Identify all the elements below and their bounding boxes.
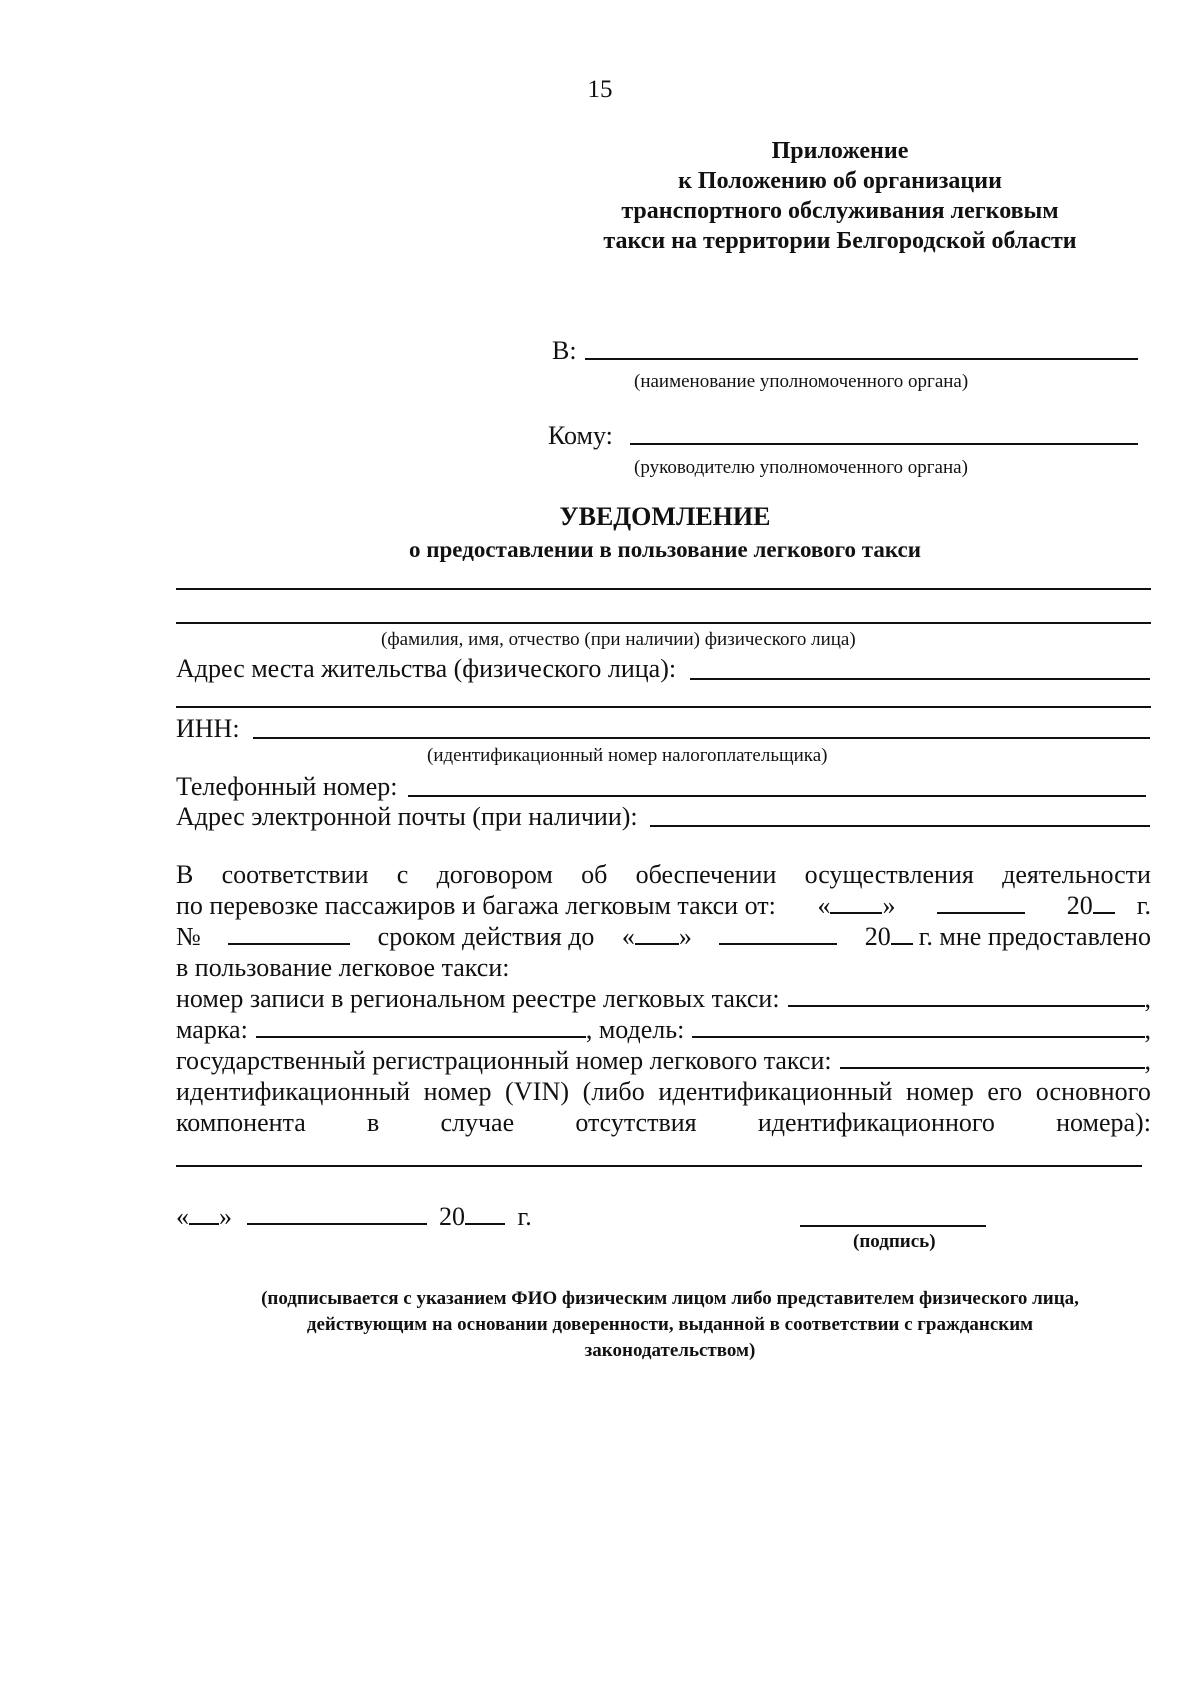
registry-field[interactable] <box>788 985 1145 1007</box>
appendix-line-3: транспортного обслуживания легковым <box>621 198 1059 224</box>
footnote-line-3: законодательством) <box>584 1340 756 1361</box>
whom-field[interactable] <box>630 443 1138 445</box>
open-quote: « <box>621 922 635 951</box>
page-number: 15 <box>587 76 613 103</box>
address-field-2[interactable] <box>176 706 1151 708</box>
body-line-2 <box>176 891 1151 922</box>
appendix-line-4: такси на территории Белгородской области <box>603 228 1077 254</box>
person-name-field-1[interactable] <box>176 588 1151 590</box>
provided-label: г. мне предоставлено <box>918 922 1151 951</box>
document-title: УВЕДОМЛЕНИЕ <box>559 502 771 531</box>
contract-date-day <box>817 891 895 921</box>
gov-number-field[interactable] <box>840 1047 1145 1069</box>
document-subtitle: о предоставлении в пользование легкового такси <box>409 537 921 562</box>
validity-day-field[interactable] <box>635 923 679 945</box>
model-field-wrap <box>692 1015 1151 1045</box>
body-line-3 <box>176 922 1151 953</box>
number-sign: № <box>176 922 201 951</box>
close-quote: » <box>882 891 896 920</box>
body-word: отсутствия <box>575 1108 697 1137</box>
gov-number-field-wrap <box>840 1046 1151 1076</box>
validity-label: сроком действия до <box>377 922 595 951</box>
registry-field-wrap <box>788 984 1151 1014</box>
brand-model-row <box>176 1015 1151 1046</box>
body-word: соответствии <box>221 860 369 889</box>
person-caption: (фамилия, имя, отчество (при наличии) физического лица) <box>381 629 856 650</box>
year-prefix: 20 <box>864 922 891 951</box>
sign-month-field[interactable] <box>247 1203 427 1225</box>
validity-year-field[interactable] <box>891 923 913 945</box>
year-prefix: 20 <box>439 1202 465 1231</box>
signature-field[interactable] <box>800 1225 986 1227</box>
appendix-header <box>560 136 1120 256</box>
email-field[interactable] <box>650 825 1150 827</box>
body-word: об <box>581 860 608 889</box>
registry-row <box>176 984 1151 1015</box>
footnote-line-1: (подписывается с указанием ФИО физическим лицом либо представителем физического лица, <box>261 1288 1079 1309</box>
footnote-line-2: действующим на основании доверенности, выданной в соответствии с гражданским <box>306 1314 1034 1335</box>
to-field[interactable] <box>585 358 1138 360</box>
vin-field[interactable] <box>176 1165 1142 1167</box>
address-field-1[interactable] <box>690 678 1150 680</box>
brand-field[interactable] <box>256 1016 586 1038</box>
brand-label: марка: <box>176 1015 248 1044</box>
body-line-4: в пользование легковое такси: <box>176 953 510 982</box>
sign-year-field[interactable] <box>465 1203 505 1225</box>
vin-line-2 <box>176 1108 1151 1139</box>
close-quote: » <box>678 922 692 951</box>
email-label: Адрес электронной почты (при наличии): <box>176 802 638 831</box>
phone-field[interactable] <box>408 795 1146 797</box>
contract-year-field[interactable] <box>1093 892 1115 914</box>
to-label: В: <box>552 336 577 365</box>
body-word: деятельности <box>1002 860 1151 889</box>
body-word: идентификационного <box>757 1108 995 1137</box>
signature-caption: (подпись) <box>853 1231 936 1252</box>
whom-label: Кому: <box>548 421 613 450</box>
validity-date-day <box>622 922 692 952</box>
appendix-line-2: к Положению об организации <box>678 168 1002 194</box>
address-label: Адрес места жительства (физического лица): <box>176 654 677 683</box>
registry-label: номер записи в региональном реестре легковых такси: <box>176 984 780 1013</box>
body-line-1 <box>176 860 1151 891</box>
open-quote: « <box>817 891 831 920</box>
body-word: в <box>366 1108 380 1137</box>
open-quote: « <box>176 1202 189 1231</box>
contract-month-field[interactable] <box>937 892 1025 914</box>
body-word: В <box>176 860 194 889</box>
body-word: обеспечении <box>635 860 777 889</box>
sign-day-field[interactable] <box>189 1203 219 1225</box>
body-word: компонента <box>176 1108 306 1137</box>
body-paragraph <box>176 860 1151 1139</box>
inn-caption: (идентификационный номер налогоплательщика) <box>427 745 828 766</box>
year-suffix: г. <box>517 1202 532 1231</box>
gov-number-label: государственный регистрационный номер легкового такси: <box>176 1046 832 1075</box>
year-suffix: г. <box>1136 891 1151 920</box>
contract-day-field[interactable] <box>830 892 882 914</box>
model-field[interactable] <box>692 1016 1144 1038</box>
contract-number-field[interactable] <box>228 923 350 945</box>
phone-label: Телефонный номер: <box>176 772 398 801</box>
validity-year <box>865 922 1151 952</box>
sign-date <box>176 1202 532 1232</box>
body-word: осуществления <box>804 860 974 889</box>
appendix-line-1: Приложение <box>771 138 909 164</box>
whom-caption: (руководителю уполномоченного органа) <box>634 457 968 478</box>
contract-year <box>1067 891 1151 921</box>
to-caption: (наименование уполномоченного органа) <box>634 371 969 392</box>
comma: , <box>1144 1046 1151 1075</box>
gov-number-row <box>176 1046 1151 1077</box>
inn-field[interactable] <box>253 737 1150 739</box>
body-word: номера): <box>1056 1108 1151 1137</box>
person-name-field-2[interactable] <box>176 622 1151 624</box>
body-word: договором <box>436 860 553 889</box>
signing-footnote <box>200 1286 1140 1364</box>
body-word: случае <box>440 1108 515 1137</box>
inn-label: ИНН: <box>176 714 240 743</box>
validity-month-field[interactable] <box>719 923 837 945</box>
year-prefix: 20 <box>1066 891 1093 920</box>
comma: , <box>1144 1015 1151 1044</box>
close-quote: » <box>219 1202 232 1231</box>
vin-line-1: идентификационный номер (VIN) (либо идентификационный номер его основного <box>176 1077 1151 1106</box>
comma: , <box>1144 984 1151 1013</box>
contract-from-label: по перевозке пассажиров и багажа легковым такси от: <box>176 891 776 920</box>
model-label: , модель: <box>585 1015 685 1044</box>
body-word: с <box>396 860 409 889</box>
